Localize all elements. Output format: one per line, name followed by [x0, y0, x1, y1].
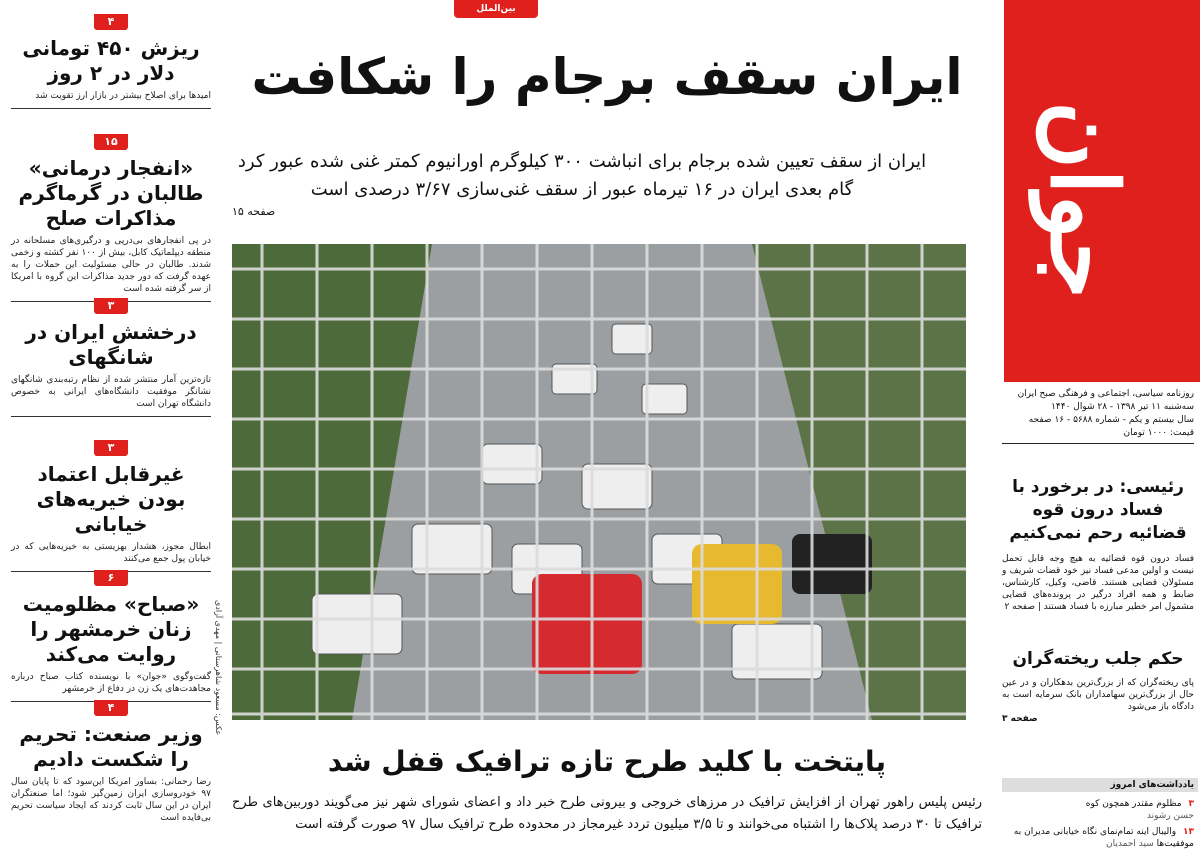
page-reference: صفحه ۱۵: [232, 205, 276, 218]
center-column: [214, 0, 992, 862]
left-story-1[interactable]: [11, 14, 211, 109]
story-body: رضا رحمانی: بساور امریکا این‌سود که تا پایان سال ۹۷ خودروسازی ایران زمین‌گیر شود؛ اما صنعتگران ایران در این سال ثابت کردند که ایجاد سیاست تحریم بی‌فایده است: [11, 777, 211, 823]
page-badge: ۱۵: [94, 134, 128, 150]
left-story-3[interactable]: [11, 298, 211, 417]
note-title[interactable]: والیبال اینه تمام‌نمای نگاه خیابانی مدیران به موفقیت‌ها: [1013, 827, 1194, 849]
story-body: امیدها برای اصلاح بیشتر در بازار ارز تقویت شد: [35, 91, 211, 101]
logo-text: جوان: [1030, 101, 1138, 299]
story-headline[interactable]: درخشش ایران در شانگهای: [25, 320, 197, 369]
story-headline[interactable]: «صباح» مظلومیت زنان خرمشهر را روایت می‌کند: [22, 592, 200, 666]
note-page: ۳: [1188, 799, 1194, 809]
story-headline[interactable]: ریزش ۴۵۰ تومانی دلار در ۲ روز: [22, 36, 200, 85]
main-subhead-2: گام بعدی ایران در ۱۶ تیرماه عبور از سقف غنی‌سازی ۳/۶۷ درصدی است: [310, 179, 854, 200]
page-badge: ۳: [94, 298, 128, 314]
left-story-6[interactable]: [11, 700, 211, 824]
masthead-price: قیمت: ۱۰۰۰ تومان: [1123, 428, 1194, 438]
traffic-photo[interactable]: [232, 244, 966, 720]
right-story-1[interactable]: [1002, 476, 1194, 613]
story-headline[interactable]: غیرقابل اعتماد بودن خیریه‌های خیابانی: [36, 462, 186, 536]
photo-caption: رئیس پلیس راهور تهران از افزایش ترافیک در مرزهای خروجی و بیرونی طرح خبر داد و اعضای شورای شهر نیز می‌گویند دوربین‌های طرح ترافیک تا ۳۰ درصد پلاک‌ها را اشتباه می‌خوانند و تا ۳/۵ میلیون تردد غیرمجاز در محدوده طرح ترافیک سال ۹۷ صورت گرفته است: [232, 795, 982, 832]
right-story-2[interactable]: [1002, 648, 1194, 725]
page-badge: ۶: [94, 570, 128, 586]
story-body: تازه‌ترین آمار منتشر شده از نظام رتبه‌بندی شانگهای نشانگر موفقیت دانشگاه‌های ایرانی به خصوص دانشگاه تهران است: [11, 375, 211, 409]
traffic-illustration: [232, 244, 966, 720]
page-badge: ۳: [94, 440, 128, 456]
photo-credit: عکس: مسعود شاهرستانی | مهدی آزادی: [214, 600, 223, 736]
story-body: پای ریخته‌گران که از بزرگ‌ترین بدهکاران و در عین حال از بزرگ‌ترین سهامداران بانک سرمایه است به دادگاه باز می‌شود: [1002, 678, 1194, 712]
story-headline[interactable]: «انفجار درمانی» طالبان در گرماگرم مذاکرات صلح: [18, 156, 204, 230]
masthead-date: سه‌شنبه ۱۱ تیر ۱۳۹۸ - ۲۸ شوال ۱۴۴۰: [1051, 402, 1194, 412]
masthead: [1002, 388, 1194, 444]
story-headline[interactable]: حکم جلب ریخته‌گران: [1012, 649, 1184, 669]
left-column: [0, 0, 219, 862]
masthead-issue: سال بیستم و یکم - شماره ۵۶۸۸ - ۱۶ صفحه: [1028, 415, 1194, 425]
main-headline[interactable]: ایران سقف برجام را شکافت: [251, 48, 963, 106]
note-page: ۱۳: [1183, 827, 1194, 837]
story-body: گفت‌وگوی «جوان» با نویسنده کتاب صباح درباره مجاهدت‌های یک زن در دفاع از خرمشهر: [11, 672, 211, 694]
notes-title: یادداشت‌های امروز: [1002, 778, 1198, 792]
section-tag: بین‌الملل: [454, 0, 538, 18]
story-body: فساد درون قوه قضائیه به هیچ وجه قابل تحمل نیست و اولین مدعی فساد نیز خود قضات شریف و مسئولان قضایی هستند. قاضی، وکیل، کارشناس، ضابط و همه افراد درگیر در پرونده‌های قضایی مشمول امر خطیر مبارزه با فساد هستند | صفحه ۲: [1002, 554, 1194, 612]
divider: [11, 108, 211, 109]
note-item-2[interactable]: [1002, 826, 1194, 850]
story-page-ref: صفحه ۳: [1002, 714, 1038, 724]
story-body: ابطال مجوز، هشدار بهزیستی به خیریه‌هایی که در خیابان پول جمع می‌کنند: [11, 542, 211, 564]
logo-mark: [1004, 0, 1200, 382]
photo-headline[interactable]: پایتخت با کلید طرح تازه ترافیک قفل شد: [327, 745, 887, 778]
page-badge: ۴: [94, 14, 128, 30]
divider: [11, 416, 211, 417]
left-story-5[interactable]: [11, 570, 211, 702]
story-headline[interactable]: وزیر صنعت: تحریم را شکست دادیم: [19, 722, 203, 771]
left-story-4[interactable]: [11, 440, 211, 572]
note-author: سید احمدیان: [1106, 839, 1154, 849]
main-subhead-1: ایران از سقف تعیین شده برجام برای انباشت ۳۰۰ کیلوگرم اورانیوم کمتر غنی شده عبور کرد: [237, 151, 927, 172]
left-story-2[interactable]: [11, 134, 211, 302]
newspaper-logo[interactable]: [1004, 0, 1200, 382]
note-title[interactable]: مظلوم مقتدر همچون کوه: [1085, 799, 1182, 809]
page-badge: ۴: [94, 700, 128, 716]
masthead-line: روزنامه سیاسی، اجتماعی و فرهنگی صبح ایران: [1017, 389, 1194, 399]
right-column: [996, 0, 1200, 862]
story-headline[interactable]: رئیسی: در برخورد با فساد درون قوه قضائیه رحم نمی‌کنیم: [1009, 477, 1187, 543]
note-item-1[interactable]: [1002, 798, 1194, 822]
note-author: حسن رشوند: [1146, 811, 1194, 821]
story-body: در پی انفجارهای بی‌درپی و درگیری‌های مسلحانه در منطقه دیپلماتیک کابل، بیش از ۱۰۰ نفر کشته و زخمی شدند. طالبان در حالی مسئولیت این حملات را به عهده گرفت که دور جدید مذاکرات این گروه با امریکا از سر گرفته شده است: [11, 236, 211, 294]
